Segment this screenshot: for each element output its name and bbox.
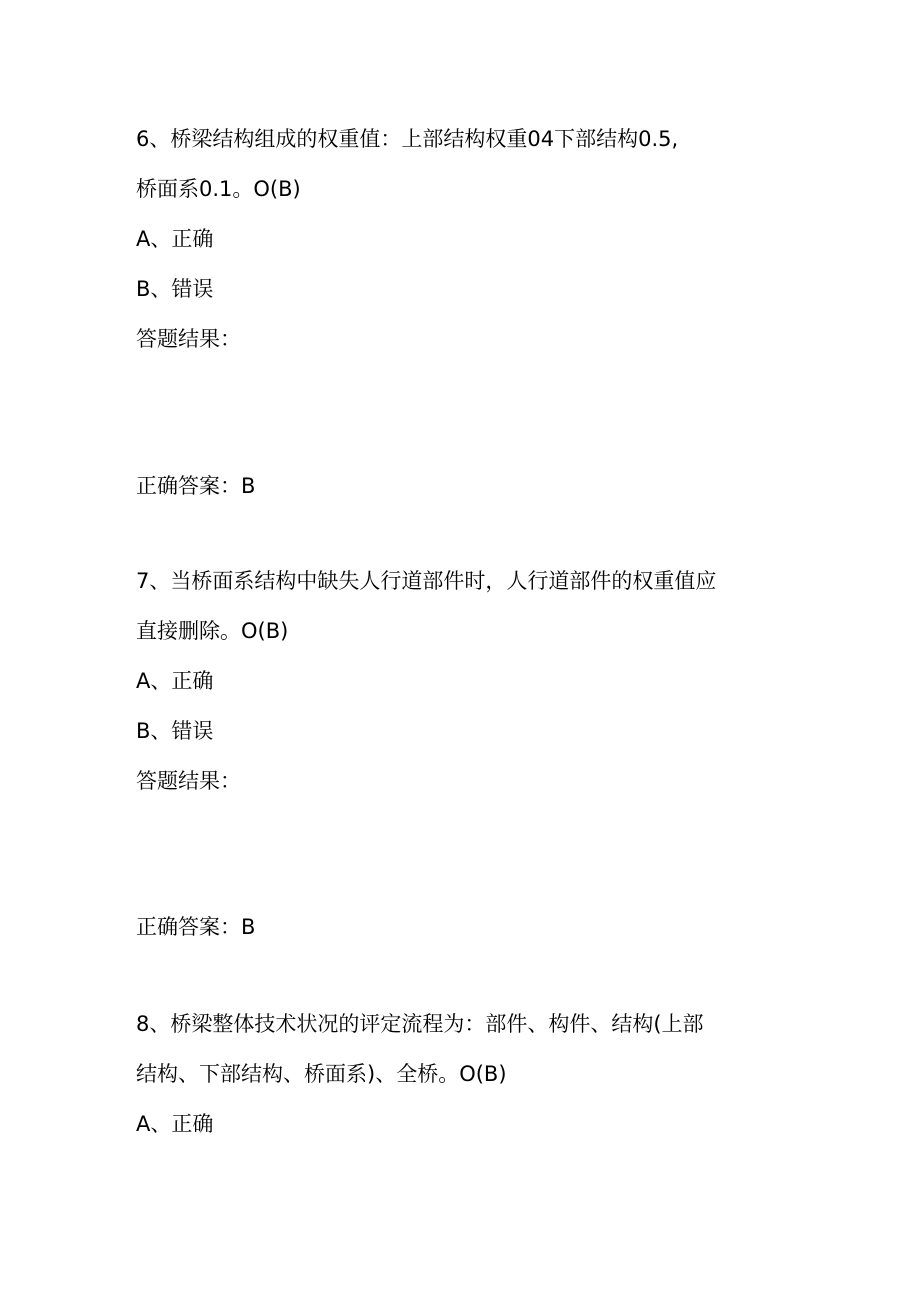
answer-result-label: 答题结果： [136,327,241,351]
question-stem-line-1: 7、当桥面系结构中缺失人行道部件时，人行道部件的权重值应 [136,569,717,593]
answer-result-label: 答题结果： [136,769,241,793]
question-stem-line-2: 直接删除。O(B) [136,619,289,643]
question-stem-line-2: 桥面系0.1。O(B) [136,177,301,201]
option-b: B、错误 [136,277,214,301]
question-stem-line-1: 6、桥梁结构组成的权重值：上部结构权重04下部结构0.5, [136,127,679,151]
correct-answer: 正确答案：B [136,474,256,498]
question-stem-line-2: 结构、下部结构、桥面系)、全桥。O(B) [136,1062,507,1086]
correct-answer: 正确答案：B [136,915,256,939]
option-a: A、正确 [136,227,214,251]
question-stem-line-1: 8、桥梁整体技术状况的评定流程为：部件、构件、结构(上部 [136,1012,704,1036]
option-a: A、正确 [136,669,214,693]
option-b: B、错误 [136,719,214,743]
option-a: A、正确 [136,1112,214,1136]
